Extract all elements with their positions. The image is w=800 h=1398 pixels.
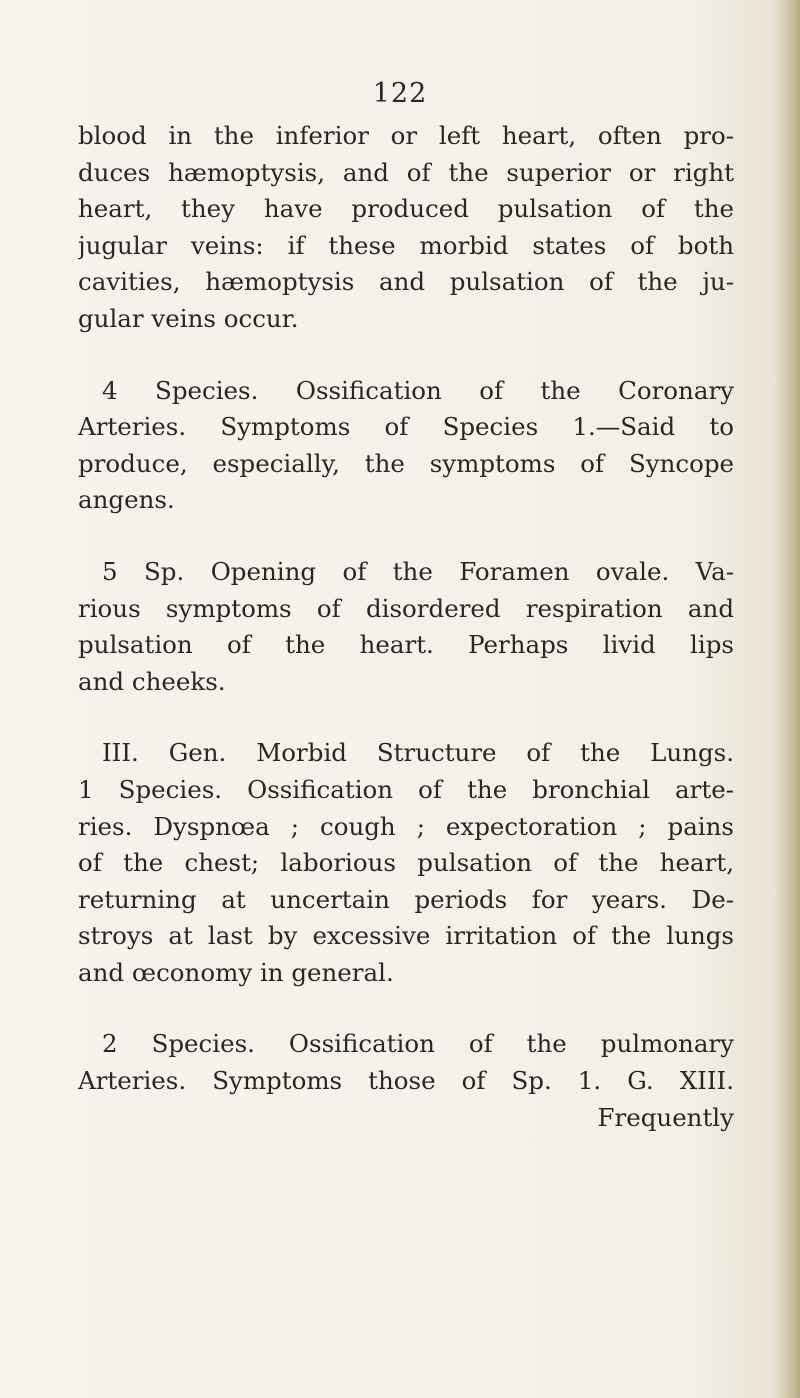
paragraph-species-5-foramen bbox=[78, 554, 734, 700]
text-line: cavities, hæmoptysis and pulsation of the ju- bbox=[78, 267, 734, 297]
page-number: 122 bbox=[372, 78, 428, 109]
text-line: 5 Sp. Opening of the Foramen ovale. Va- bbox=[102, 556, 734, 586]
text-line: 2 Species. Ossification of the pulmonary bbox=[102, 1029, 734, 1059]
text-line: and cheeks. bbox=[78, 666, 226, 696]
text-line: of the chest; laborious pulsation of the heart, bbox=[78, 848, 734, 878]
paragraph-species-2-pulmonary bbox=[78, 1026, 734, 1136]
text-line: blood in the inferior or left heart, often pro- bbox=[78, 121, 734, 150]
page-edge-shadow bbox=[774, 0, 800, 1398]
text-line: jugular veins: if these morbid states of both bbox=[78, 230, 734, 260]
text-line: produce, especially, the symptoms of Syncope bbox=[78, 448, 734, 478]
text-line: gular veins occur. bbox=[78, 303, 299, 333]
text-line: pulsation of the heart. Perhaps livid lips bbox=[78, 630, 734, 660]
text-line: rious symptoms of disordered respiration and bbox=[78, 593, 734, 623]
text-line: 4 Species. Ossification of the Coronary bbox=[102, 375, 734, 405]
text-line: angens. bbox=[78, 485, 175, 515]
paragraph-species-4-coronary bbox=[78, 373, 734, 519]
text-line: returning at uncertain periods for years. De- bbox=[78, 884, 734, 914]
paragraph-genus-3-lungs bbox=[78, 735, 734, 991]
text-line: duces hæmoptysis, and of the superior or right bbox=[78, 157, 734, 187]
text-line: III. Gen. Morbid Structure of the Lungs. bbox=[102, 738, 734, 768]
paragraph-heart-veins bbox=[78, 118, 734, 338]
text-line: 1 Species. Ossification of the bronchial arte- bbox=[78, 774, 734, 804]
body-text bbox=[78, 118, 734, 1171]
text-line: and œconomy in general. bbox=[78, 957, 394, 987]
text-line: heart, they have produced pulsation of the bbox=[78, 194, 734, 224]
text-line: Arteries. Symptoms of Species 1.—Said to bbox=[78, 412, 734, 442]
text-line: stroys at last by excessive irritation of the lungs bbox=[78, 921, 734, 951]
catchword: Frequently bbox=[597, 1102, 734, 1132]
text-line: ries. Dyspnœa ; cough ; expectoration ; pains bbox=[78, 811, 734, 841]
text-line: Arteries. Symptoms those of Sp. 1. G. XIII. bbox=[78, 1066, 734, 1096]
